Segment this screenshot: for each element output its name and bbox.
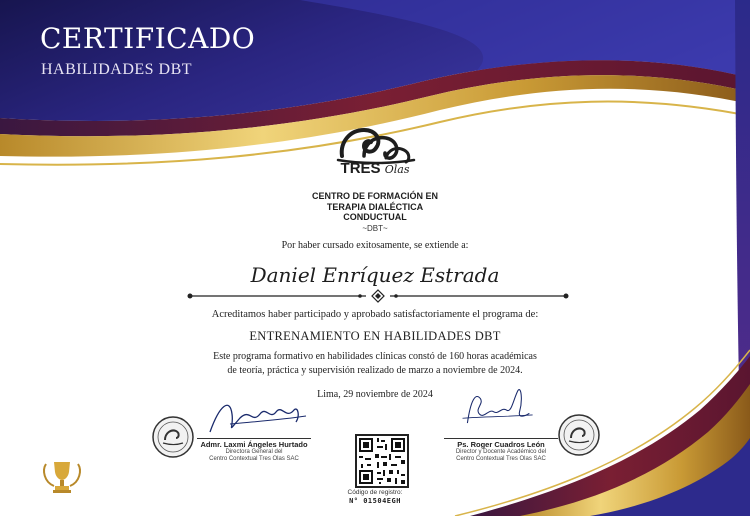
recipient-name: Daniel Enríquez Estrada (250, 263, 500, 287)
brand-name (300, 160, 450, 177)
signature-left (200, 394, 320, 438)
brand-italic: Olas (384, 163, 410, 176)
signature-line-right (444, 438, 558, 439)
signature-line-left (197, 438, 311, 439)
signer-left (169, 440, 339, 463)
signer-right-name: Ps. Roger Cuadros León (457, 440, 545, 449)
signature-right (440, 384, 560, 428)
organization-name (290, 191, 460, 223)
organization-sub: ~DBT~ (362, 224, 388, 233)
description-line1: Este programa formativo en habilidades clínicas constó de 160 horas académicas (213, 351, 537, 362)
signer-left-role2: Centro Contextual Tres Olas SAC (209, 456, 299, 462)
seal-icon (558, 414, 600, 456)
signer-right-role2: Centro Contextual Tres Olas SAC (456, 456, 546, 462)
brand-main: TRES (340, 160, 381, 177)
registration-number: N° 01504EGH (349, 497, 401, 505)
trophy-icon (40, 458, 84, 496)
signer-left-role1: Directora General del (225, 449, 283, 455)
qr-code (355, 434, 409, 488)
certificate-subtitle: HABILIDADES DBT (41, 61, 193, 78)
organization-line3: CONDUCTUAL (343, 212, 407, 222)
certificate-title: CERTIFICADO (40, 22, 256, 55)
description-line2: de teoría, práctica y supervisión realizado de marzo a noviembre de 2024. (227, 365, 523, 376)
ornament-divider (186, 288, 570, 304)
signer-left-name: Admr. Laxmi Ángeles Hurtado (200, 440, 308, 449)
issue-date: Lima, 29 noviembre de 2024 (317, 389, 433, 400)
accreditation-text: Acreditamos haber participado y aprobado satisfactoriamente el programa de: (211, 309, 539, 320)
registration-label: Código de registro: (347, 489, 403, 496)
program-description (0, 350, 750, 378)
signer-right-role1: Director y Docente Académico del (455, 449, 547, 455)
organization-line1: CENTRO DE FORMACIÓN EN (312, 191, 438, 201)
intro-text: Por haber cursado exitosamente, se extiende a: (281, 240, 469, 251)
organization-line2: TERAPIA DIALÉCTICA (326, 201, 424, 212)
program-title: ENTRENAMIENTO EN HABILIDADES DBT (249, 329, 501, 343)
